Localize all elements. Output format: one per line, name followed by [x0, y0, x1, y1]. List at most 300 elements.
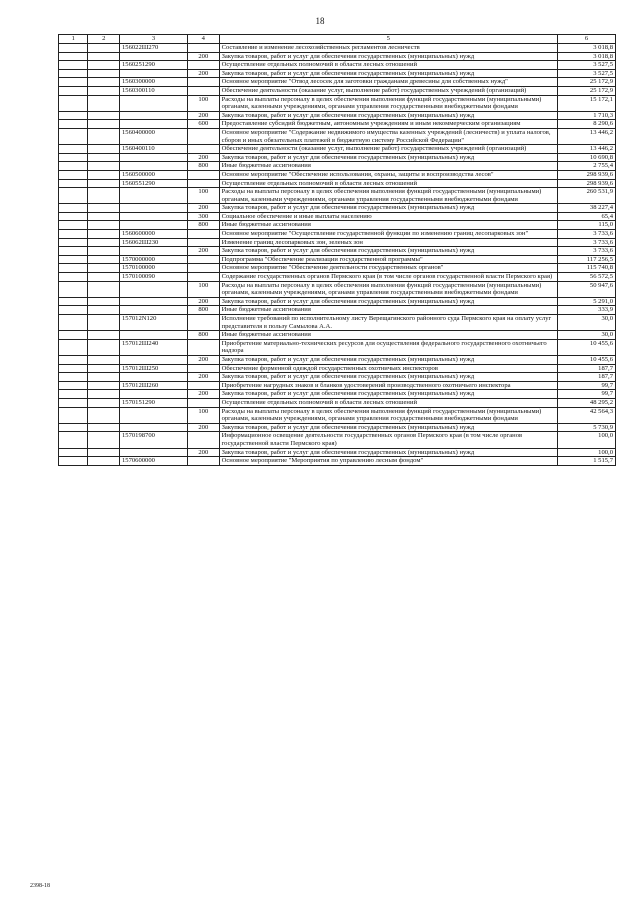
table-row — [59, 128, 616, 144]
col2-cell — [88, 423, 120, 432]
col2-cell — [88, 111, 120, 120]
table-row — [59, 297, 616, 306]
expense-type-cell — [188, 432, 220, 448]
table-row — [59, 398, 616, 407]
amount-cell: 3 018,8 — [558, 44, 616, 53]
col2-cell — [88, 221, 120, 230]
expense-type-cell — [188, 238, 220, 247]
col2-cell — [88, 44, 120, 53]
item-name-cell: Расходы на выплаты персоналу в целях обеспечения выполнения функций государственными (муниципальными) органами, казенными учреждениями, органами управления государственными внебюджетными фондами — [219, 188, 557, 204]
col2-cell — [88, 247, 120, 256]
expense-type-cell — [188, 273, 220, 282]
item-name-cell: Составление и изменение лесохозяйственных регламентов лесничеств — [219, 44, 557, 53]
col2-cell — [88, 153, 120, 162]
item-name-cell: Основное мероприятие "Отвод лесосек для заготовки гражданами древесины для собственных нужд" — [219, 78, 557, 87]
amount-cell: 25 172,9 — [558, 78, 616, 87]
amount-cell: 8 290,6 — [558, 120, 616, 129]
expense-type-cell — [188, 381, 220, 390]
target-code-cell: 1560400000 — [119, 128, 187, 144]
table-row — [59, 373, 616, 382]
table-row — [59, 78, 616, 87]
table-row — [59, 69, 616, 78]
target-code-cell: 1560500000 — [119, 170, 187, 179]
col2-cell — [88, 170, 120, 179]
amount-cell: 115 740,8 — [558, 264, 616, 273]
col1-cell — [59, 457, 88, 466]
amount-cell: 30,0 — [558, 315, 616, 331]
col1-cell — [59, 61, 88, 70]
target-code-cell — [119, 221, 187, 230]
table-row — [59, 52, 616, 61]
amount-cell: 115,0 — [558, 221, 616, 230]
target-code-cell: 1570000000 — [119, 255, 187, 264]
amount-cell: 38 227,4 — [558, 204, 616, 213]
target-code-cell — [119, 120, 187, 129]
item-name-cell: Расходы на выплаты персоналу в целях обеспечения выполнения функций государственными (муниципальными) органами, казенными учреждениями, органами управления государственными внебюджетными фондами — [219, 407, 557, 423]
target-code-cell: 1560551290 — [119, 179, 187, 188]
target-code-cell — [119, 111, 187, 120]
table-row — [59, 390, 616, 399]
table-row — [59, 247, 616, 256]
col2-cell — [88, 315, 120, 331]
col1-cell — [59, 255, 88, 264]
item-name-cell: Закупка товаров, работ и услуг для обеспечения государственных (муниципальных) нужд — [219, 204, 557, 213]
amount-cell: 50 947,6 — [558, 281, 616, 297]
expense-type-cell: 200 — [188, 423, 220, 432]
amount-cell: 3 018,8 — [558, 52, 616, 61]
target-code-cell: 1570198700 — [119, 432, 187, 448]
col1-cell — [59, 407, 88, 423]
col1-cell — [59, 145, 88, 154]
amount-cell: 13 446,2 — [558, 145, 616, 154]
col1-cell — [59, 331, 88, 340]
target-code-cell: 157012Ш260 — [119, 381, 187, 390]
amount-cell: 3 733,6 — [558, 247, 616, 256]
col2-cell — [88, 95, 120, 111]
expense-type-cell: 200 — [188, 247, 220, 256]
col1-cell — [59, 128, 88, 144]
target-code-cell — [119, 247, 187, 256]
col1-cell — [59, 273, 88, 282]
target-code-cell — [119, 306, 187, 315]
amount-cell: 1 515,7 — [558, 457, 616, 466]
amount-cell: 3 733,6 — [558, 230, 616, 239]
expense-type-cell — [188, 398, 220, 407]
item-name-cell: Содержание государственных органов Пермского края (в том числе органов государственной власти Пермского края) — [219, 273, 557, 282]
col1-cell — [59, 120, 88, 129]
target-code-cell — [119, 297, 187, 306]
col2-cell — [88, 78, 120, 87]
col2-cell — [88, 86, 120, 95]
target-code-cell — [119, 407, 187, 423]
col1-cell — [59, 162, 88, 171]
amount-cell: 10 690,8 — [558, 153, 616, 162]
amount-cell: 260 531,9 — [558, 188, 616, 204]
table-row — [59, 423, 616, 432]
expense-type-cell: 800 — [188, 162, 220, 171]
target-code-cell: 1560251290 — [119, 61, 187, 70]
expense-type-cell — [188, 78, 220, 87]
col1-cell — [59, 423, 88, 432]
target-code-cell — [119, 448, 187, 457]
col1-cell — [59, 390, 88, 399]
table-row — [59, 281, 616, 297]
table-row — [59, 230, 616, 239]
table-row — [59, 212, 616, 221]
expense-type-cell — [188, 145, 220, 154]
expense-type-cell: 200 — [188, 297, 220, 306]
expense-type-cell: 100 — [188, 281, 220, 297]
item-name-cell: Исполнение требований по исполнительному листу Верещагинского районного суда Пермского края на оплату услуг представителя в пользу Самылова А.А. — [219, 315, 557, 331]
target-code-cell — [119, 331, 187, 340]
amount-cell: 2 755,4 — [558, 162, 616, 171]
col1-cell — [59, 78, 88, 87]
amount-cell: 48 295,2 — [558, 398, 616, 407]
amount-cell: 100,0 — [558, 432, 616, 448]
item-name-cell: Иные бюджетные ассигнования — [219, 162, 557, 171]
col1-cell — [59, 339, 88, 355]
header-col-1: 1 — [59, 35, 88, 44]
amount-cell: 187,7 — [558, 364, 616, 373]
table-row — [59, 331, 616, 340]
table-row — [59, 170, 616, 179]
item-name-cell: Закупка товаров, работ и услуг для обеспечения государственных (муниципальных) нужд — [219, 423, 557, 432]
target-code-cell: 1560300110 — [119, 86, 187, 95]
item-name-cell: Закупка товаров, работ и услуг для обеспечения государственных (муниципальных) нужд — [219, 390, 557, 399]
col1-cell — [59, 179, 88, 188]
target-code-cell: 1570100000 — [119, 264, 187, 273]
col1-cell — [59, 204, 88, 213]
amount-cell: 25 172,9 — [558, 86, 616, 95]
header-col-5: 5 — [219, 35, 557, 44]
expense-type-cell: 100 — [188, 188, 220, 204]
col2-cell — [88, 273, 120, 282]
col2-cell — [88, 407, 120, 423]
table-row — [59, 355, 616, 364]
col1-cell — [59, 306, 88, 315]
item-name-cell: Основное мероприятие "Осуществление государственной функции по изменению границ лесопарковых зон" — [219, 230, 557, 239]
target-code-cell — [119, 212, 187, 221]
col2-cell — [88, 390, 120, 399]
header-col-3: 3 — [119, 35, 187, 44]
expense-type-cell — [188, 170, 220, 179]
amount-cell: 100,0 — [558, 448, 616, 457]
table-row — [59, 448, 616, 457]
item-name-cell: Информационное освещение деятельности государственных органов Пермского края (в том числе органов государственной власти Пермского края) — [219, 432, 557, 448]
col1-cell — [59, 364, 88, 373]
amount-cell: 5 291,0 — [558, 297, 616, 306]
budget-table — [58, 34, 616, 466]
table-row — [59, 381, 616, 390]
amount-cell: 3 527,5 — [558, 61, 616, 70]
expense-type-cell — [188, 179, 220, 188]
target-code-cell: 1560600000 — [119, 230, 187, 239]
col2-cell — [88, 162, 120, 171]
expense-type-cell: 600 — [188, 120, 220, 129]
col2-cell — [88, 281, 120, 297]
col1-cell — [59, 44, 88, 53]
amount-cell: 298 939,6 — [558, 179, 616, 188]
amount-cell: 3 733,6 — [558, 238, 616, 247]
expense-type-cell — [188, 86, 220, 95]
item-name-cell: Осуществление отдельных полномочий в области лесных отношений — [219, 61, 557, 70]
col2-cell — [88, 52, 120, 61]
table-row — [59, 145, 616, 154]
col1-cell — [59, 398, 88, 407]
amount-cell: 99,7 — [558, 381, 616, 390]
expense-type-cell — [188, 230, 220, 239]
item-name-cell: Основное мероприятие "Мероприятия по управлению лесным фондом" — [219, 457, 557, 466]
col2-cell — [88, 204, 120, 213]
table-row — [59, 153, 616, 162]
table-row — [59, 179, 616, 188]
table-row — [59, 120, 616, 129]
header-col-4: 4 — [188, 35, 220, 44]
item-name-cell: Закупка товаров, работ и услуг для обеспечения государственных (муниципальных) нужд — [219, 247, 557, 256]
item-name-cell: Социальное обеспечение и иные выплаты населению — [219, 212, 557, 221]
table-row — [59, 407, 616, 423]
col1-cell — [59, 69, 88, 78]
expense-type-cell: 200 — [188, 111, 220, 120]
item-name-cell: Подпрограмма "Обеспечение реализации государственной программы" — [219, 255, 557, 264]
target-code-cell — [119, 281, 187, 297]
target-code-cell — [119, 52, 187, 61]
amount-cell: 56 572,5 — [558, 273, 616, 282]
item-name-cell: Осуществление отдельных полномочий в области лесных отношений — [219, 179, 557, 188]
target-code-cell: 157012Ш250 — [119, 364, 187, 373]
target-code-cell — [119, 355, 187, 364]
expense-type-cell: 300 — [188, 212, 220, 221]
col2-cell — [88, 381, 120, 390]
item-name-cell: Обеспечение деятельности (оказание услуг, выполнение работ) государственных учреждений (организаций) — [219, 145, 557, 154]
table-row — [59, 315, 616, 331]
amount-cell: 15 172,1 — [558, 95, 616, 111]
target-code-cell — [119, 153, 187, 162]
target-code-cell: 156062Ш230 — [119, 238, 187, 247]
table-row — [59, 188, 616, 204]
col1-cell — [59, 281, 88, 297]
expense-type-cell: 100 — [188, 95, 220, 111]
col1-cell — [59, 247, 88, 256]
amount-cell: 333,9 — [558, 306, 616, 315]
item-name-cell: Приобретение материально-технических ресурсов для осуществления федерального государственного охотничьего надзора — [219, 339, 557, 355]
col1-cell — [59, 297, 88, 306]
col2-cell — [88, 145, 120, 154]
amount-cell: 298 939,6 — [558, 170, 616, 179]
item-name-cell: Закупка товаров, работ и услуг для обеспечения государственных (муниципальных) нужд — [219, 297, 557, 306]
target-code-cell: 157012N120 — [119, 315, 187, 331]
expense-type-cell: 200 — [188, 153, 220, 162]
expense-type-cell — [188, 128, 220, 144]
item-name-cell: Основное мероприятие "Содержание недвижимого имущества казенных учреждений (лесничеств) и уплата налогов, сборов и иных обязательных платежей в бюджетную систему Российской Федерации" — [219, 128, 557, 144]
amount-cell: 3 527,5 — [558, 69, 616, 78]
col1-cell — [59, 153, 88, 162]
target-code-cell: 157012Ш240 — [119, 339, 187, 355]
table-row — [59, 86, 616, 95]
amount-cell: 187,7 — [558, 373, 616, 382]
table-row — [59, 61, 616, 70]
col2-cell — [88, 306, 120, 315]
item-name-cell: Иные бюджетные ассигнования — [219, 306, 557, 315]
item-name-cell: Иные бюджетные ассигнования — [219, 221, 557, 230]
col2-cell — [88, 373, 120, 382]
col2-cell — [88, 364, 120, 373]
amount-cell: 1 710,3 — [558, 111, 616, 120]
col1-cell — [59, 52, 88, 61]
target-code-cell — [119, 373, 187, 382]
expense-type-cell: 200 — [188, 355, 220, 364]
expense-type-cell: 800 — [188, 306, 220, 315]
expense-type-cell — [188, 339, 220, 355]
table-row — [59, 238, 616, 247]
col2-cell — [88, 264, 120, 273]
col1-cell — [59, 188, 88, 204]
col1-cell — [59, 170, 88, 179]
col2-cell — [88, 238, 120, 247]
expense-type-cell: 200 — [188, 373, 220, 382]
col2-cell — [88, 432, 120, 448]
expense-type-cell — [188, 364, 220, 373]
expense-type-cell — [188, 315, 220, 331]
col2-cell — [88, 355, 120, 364]
col2-cell — [88, 457, 120, 466]
col1-cell — [59, 221, 88, 230]
target-code-cell — [119, 390, 187, 399]
col1-cell — [59, 111, 88, 120]
expense-type-cell — [188, 61, 220, 70]
expense-type-cell: 200 — [188, 390, 220, 399]
expense-type-cell: 200 — [188, 448, 220, 457]
col1-cell — [59, 212, 88, 221]
target-code-cell: 1560300000 — [119, 78, 187, 87]
col1-cell — [59, 238, 88, 247]
col1-cell — [59, 264, 88, 273]
expense-type-cell — [188, 44, 220, 53]
col2-cell — [88, 398, 120, 407]
header-col-2: 2 — [88, 35, 120, 44]
expense-type-cell: 800 — [188, 331, 220, 340]
col2-cell — [88, 339, 120, 355]
table-row — [59, 162, 616, 171]
target-code-cell — [119, 95, 187, 111]
col1-cell — [59, 381, 88, 390]
table-row — [59, 457, 616, 466]
table-row — [59, 221, 616, 230]
col2-cell — [88, 128, 120, 144]
target-code-cell — [119, 69, 187, 78]
item-name-cell: Основное мероприятие "Обеспечение деятельности государственных органов" — [219, 264, 557, 273]
col2-cell — [88, 188, 120, 204]
item-name-cell: Закупка товаров, работ и услуг для обеспечения государственных (муниципальных) нужд — [219, 69, 557, 78]
target-code-cell — [119, 188, 187, 204]
document-code: 2398-18 — [30, 883, 50, 889]
col2-cell — [88, 179, 120, 188]
item-name-cell: Иные бюджетные ассигнования — [219, 331, 557, 340]
amount-cell: 65,4 — [558, 212, 616, 221]
amount-cell: 5 730,9 — [558, 423, 616, 432]
col1-cell — [59, 315, 88, 331]
amount-cell: 30,0 — [558, 331, 616, 340]
col1-cell — [59, 86, 88, 95]
col1-cell — [59, 355, 88, 364]
col2-cell — [88, 230, 120, 239]
table-row — [59, 111, 616, 120]
table-row — [59, 432, 616, 448]
amount-cell: 10 455,6 — [558, 339, 616, 355]
item-name-cell: Закупка товаров, работ и услуг для обеспечения государственных (муниципальных) нужд — [219, 373, 557, 382]
table-row — [59, 204, 616, 213]
item-name-cell: Расходы на выплаты персоналу в целях обеспечения выполнения функций государственными (муниципальными) органами, казенными учреждениями, органами управления государственными внебюджетными фондами — [219, 281, 557, 297]
amount-cell: 117 256,5 — [558, 255, 616, 264]
expense-type-cell: 200 — [188, 69, 220, 78]
col2-cell — [88, 212, 120, 221]
header-col-6: 6 — [558, 35, 616, 44]
item-name-cell: Расходы на выплаты персоналу в целях обеспечения выполнения функций государственными (муниципальными) органами, казенными учреждениями, органами управления государственными внебюджетными фондами — [219, 95, 557, 111]
target-code-cell — [119, 423, 187, 432]
table-header-row — [59, 35, 616, 44]
item-name-cell: Изменение границ лесопарковых зон, зеленых зон — [219, 238, 557, 247]
table-row — [59, 306, 616, 315]
target-code-cell: 1570100090 — [119, 273, 187, 282]
expense-type-cell — [188, 255, 220, 264]
amount-cell: 42 564,3 — [558, 407, 616, 423]
col2-cell — [88, 120, 120, 129]
table-row — [59, 273, 616, 282]
col2-cell — [88, 448, 120, 457]
target-code-cell — [119, 162, 187, 171]
amount-cell: 99,7 — [558, 390, 616, 399]
item-name-cell: Закупка товаров, работ и услуг для обеспечения государственных (муниципальных) нужд — [219, 153, 557, 162]
target-code-cell: 1560400110 — [119, 145, 187, 154]
col2-cell — [88, 331, 120, 340]
table-row — [59, 264, 616, 273]
item-name-cell: Приобретение нагрудных знаков и бланков удостоверений производственного охотничьего инспектора — [219, 381, 557, 390]
expense-type-cell: 800 — [188, 221, 220, 230]
item-name-cell: Закупка товаров, работ и услуг для обеспечения государственных (муниципальных) нужд — [219, 111, 557, 120]
expense-type-cell — [188, 457, 220, 466]
col1-cell — [59, 432, 88, 448]
col1-cell — [59, 95, 88, 111]
item-name-cell: Закупка товаров, работ и услуг для обеспечения государственных (муниципальных) нужд — [219, 355, 557, 364]
col2-cell — [88, 69, 120, 78]
amount-cell: 13 446,2 — [558, 128, 616, 144]
expense-type-cell: 200 — [188, 52, 220, 61]
table-row — [59, 95, 616, 111]
target-code-cell: 1570151290 — [119, 398, 187, 407]
col1-cell — [59, 373, 88, 382]
expense-type-cell: 200 — [188, 204, 220, 213]
item-name-cell: Предоставление субсидий бюджетным, автономным учреждениям и иным некоммерческим организациям — [219, 120, 557, 129]
table-row — [59, 364, 616, 373]
table-row — [59, 255, 616, 264]
table-row — [59, 44, 616, 53]
target-code-cell: 1570600000 — [119, 457, 187, 466]
expense-type-cell — [188, 264, 220, 273]
col1-cell — [59, 448, 88, 457]
target-code-cell: 156022Ш270 — [119, 44, 187, 53]
item-name-cell: Осуществление отдельных полномочий в области лесных отношений — [219, 398, 557, 407]
col1-cell — [59, 230, 88, 239]
item-name-cell: Обеспечение деятельности (оказание услуг, выполнение работ) государственных учреждений (организаций) — [219, 86, 557, 95]
col2-cell — [88, 61, 120, 70]
item-name-cell: Обеспечение форменной одеждой государственных охотничьих инспекторов — [219, 364, 557, 373]
target-code-cell — [119, 204, 187, 213]
table-row — [59, 339, 616, 355]
amount-cell: 10 455,6 — [558, 355, 616, 364]
col2-cell — [88, 297, 120, 306]
item-name-cell: Закупка товаров, работ и услуг для обеспечения государственных (муниципальных) нужд — [219, 448, 557, 457]
item-name-cell: Основное мероприятие "Обеспечение использования, охраны, защиты и воспроизводства лесов" — [219, 170, 557, 179]
